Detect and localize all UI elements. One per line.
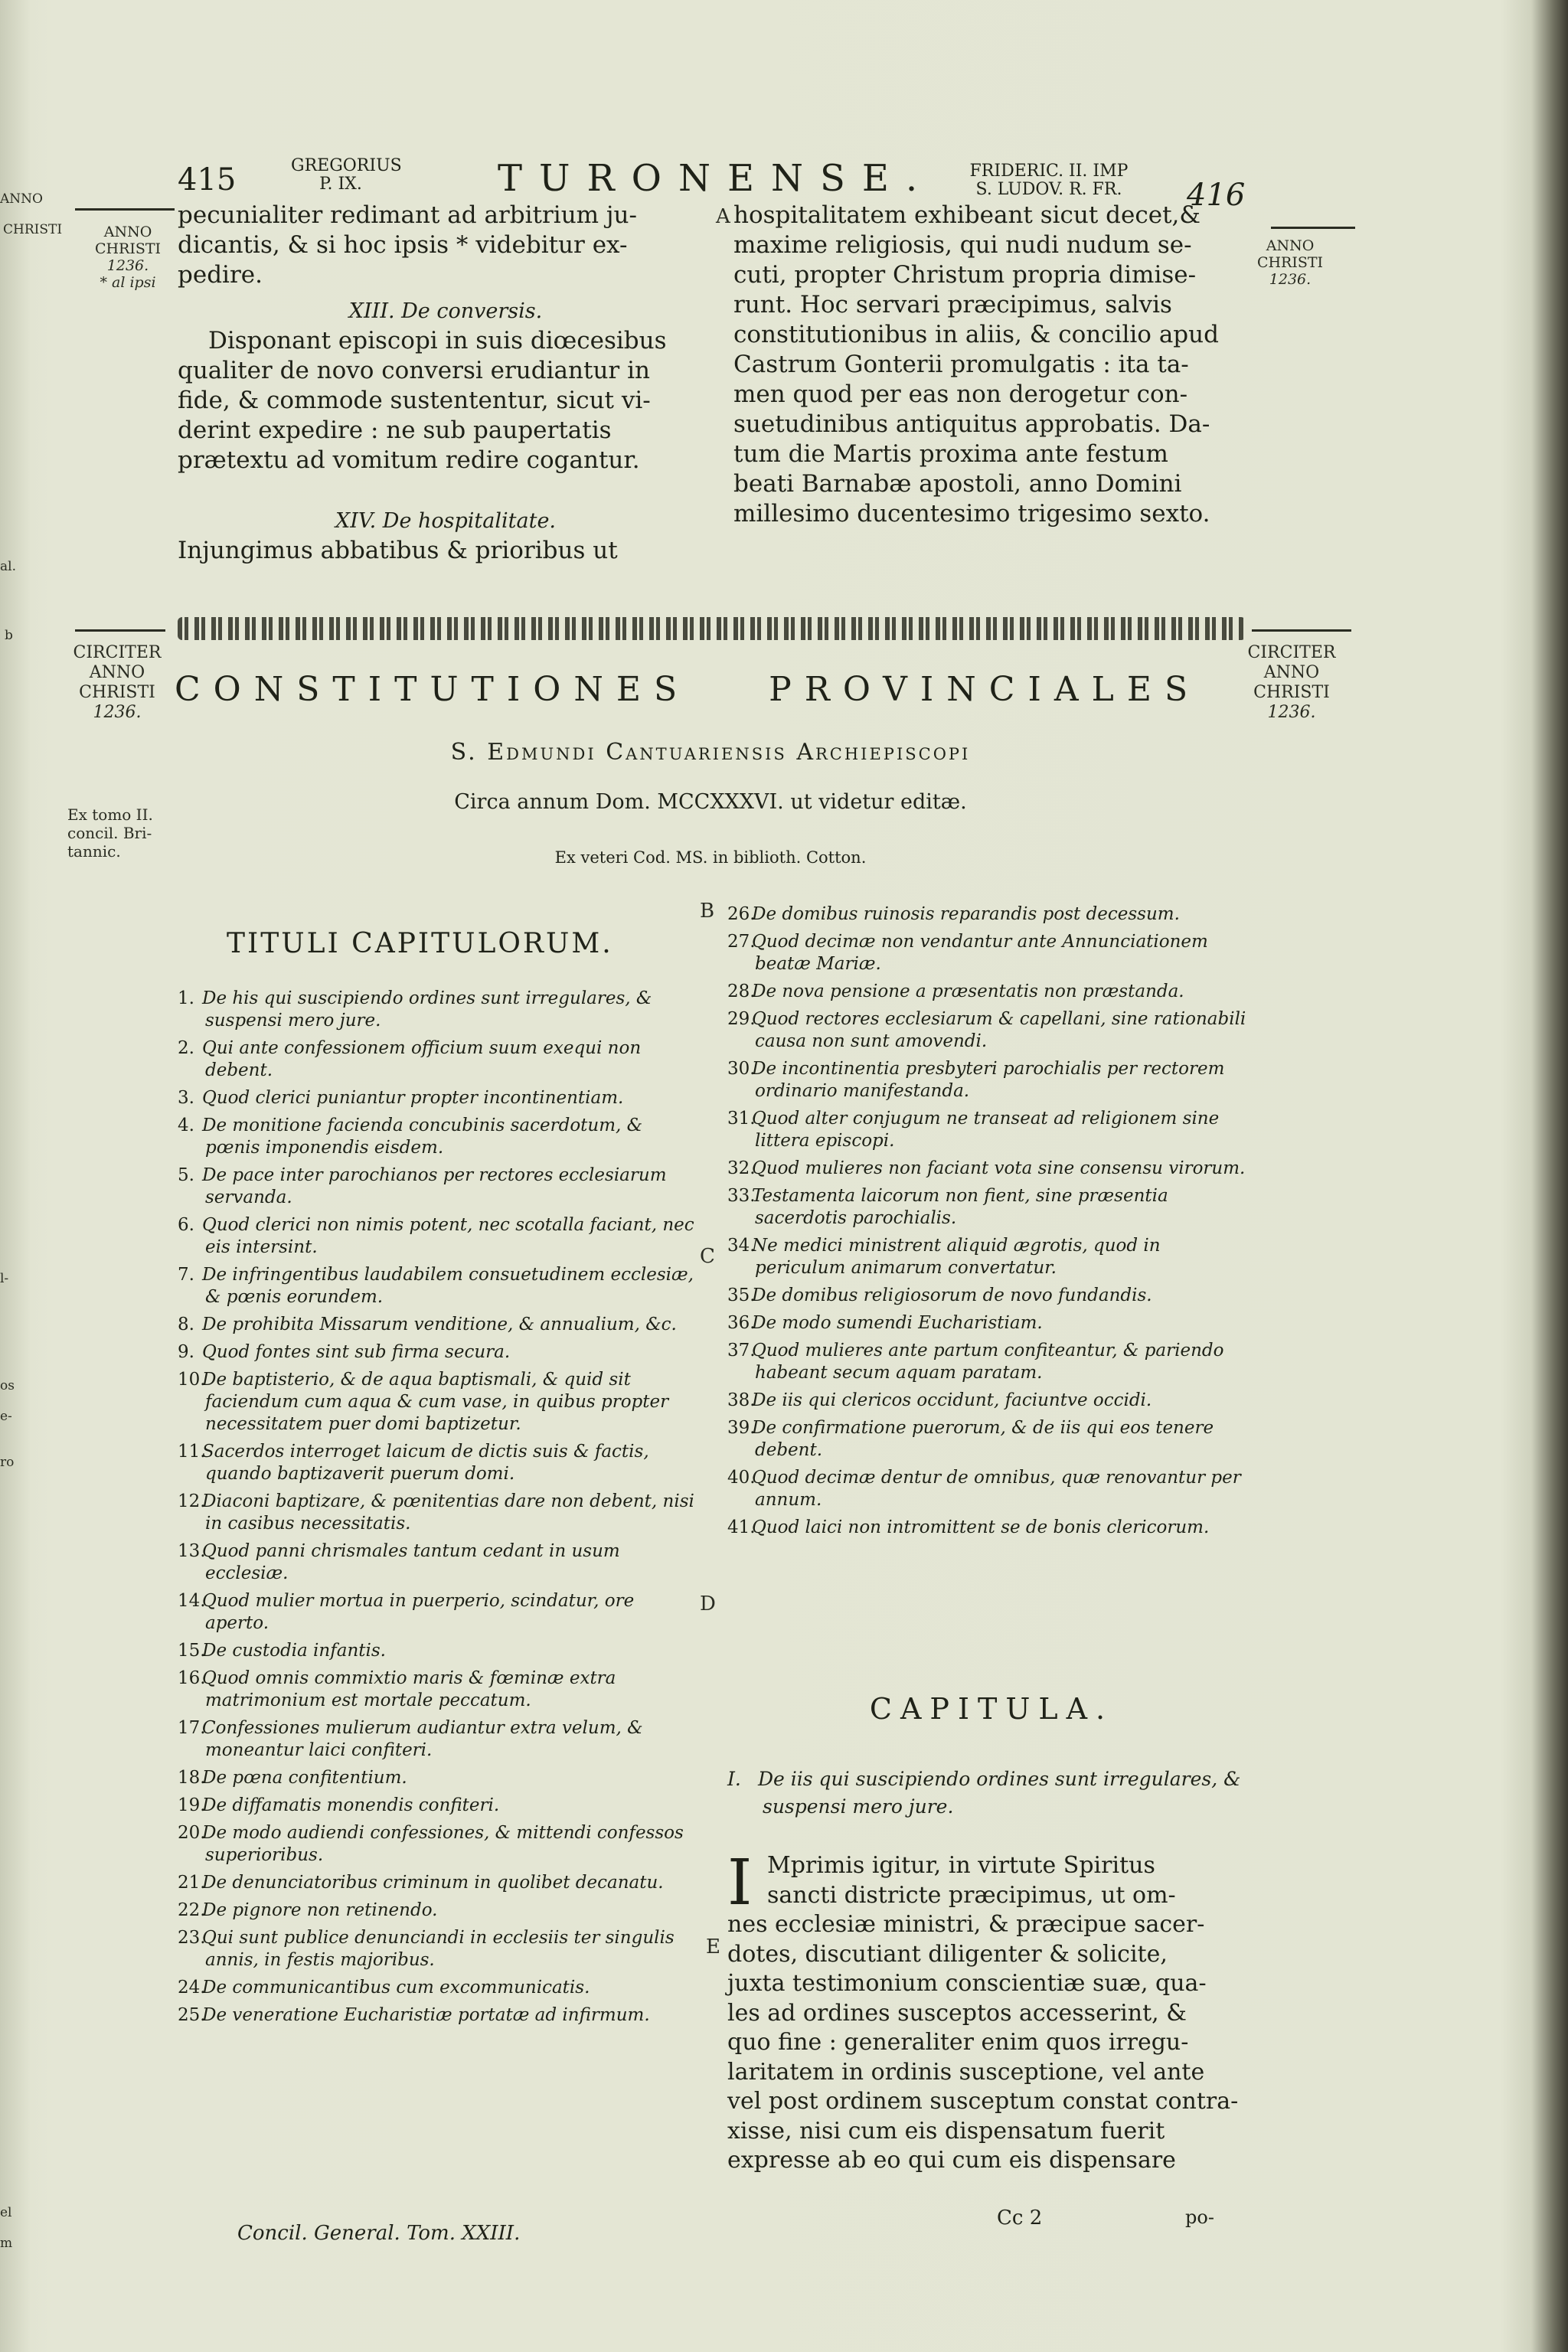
titulus-entry	[727, 1235, 1256, 1279]
section-letter-e: E	[706, 1936, 720, 1958]
titulus-number: 29.	[727, 1009, 756, 1029]
titulus-text: Quod rectores ecclesiarum & capellani, sine rationabili causa non sunt amovendi.	[752, 1009, 1246, 1051]
titulus-entry	[178, 1767, 698, 1789]
titulus-entry	[727, 1340, 1256, 1384]
titulus-number: 28.	[727, 982, 756, 1001]
titulus-text: De his qui suscipiendo ordines sunt irregulares, & suspensi mero jure.	[202, 988, 652, 1031]
text-line: qualiter de novo conversi erudiantur in	[178, 357, 650, 384]
chapter-1-body	[727, 1847, 1256, 2176]
text-line: derint expedire : ne sub paupertatis	[178, 416, 612, 444]
titulus-entry	[178, 1795, 698, 1817]
titulus-text: De pœna confitentium.	[202, 1768, 407, 1788]
titulus-text: De modo sumendi Eucharistiam.	[752, 1313, 1043, 1333]
margin-line: CIRCITER	[73, 643, 162, 662]
text-line: pecunialiter redimant ad arbitrium ju-	[178, 201, 637, 229]
text-line: constitutionibus in aliis, & concilio apud	[733, 321, 1219, 348]
titulus-entry	[178, 1214, 698, 1259]
titulus-number: 19.	[178, 1795, 206, 1815]
titulus-number: 8.	[178, 1315, 194, 1334]
margin-circa-left	[67, 643, 167, 723]
titulus-text: Quod decimæ non vendantur ante Annunciationem beatæ Mariæ.	[752, 932, 1208, 974]
titulus-entry	[178, 1341, 698, 1364]
margin-line: 1236.	[1267, 703, 1316, 722]
text-line: maxime religiosis, qui nudi nudum se-	[733, 231, 1192, 259]
titulus-entry	[727, 1467, 1256, 1511]
titulus-number: 23.	[178, 1928, 206, 1948]
text-line: Disponant episcopi in suis diœcesibus	[208, 327, 667, 354]
titulus-number: 35.	[727, 1285, 756, 1305]
titulus-text: De denunciatoribus criminum in quolibet decanatu.	[202, 1873, 664, 1893]
drop-cap: I	[727, 1847, 753, 1919]
titulus-entry	[727, 981, 1256, 1003]
titulus-number: 36.	[727, 1313, 756, 1333]
chapter-1-number: I.	[727, 1768, 741, 1790]
titulus-number: 9.	[178, 1342, 194, 1362]
text-line: juxta testimonium conscientiæ suæ, qua-	[727, 1970, 1207, 1997]
titulus-entry	[178, 1264, 698, 1308]
text-line: pedire.	[178, 261, 263, 289]
titulus-entry	[178, 1822, 698, 1867]
text-line: fide, & commode sustententur, sicut vi-	[178, 387, 651, 414]
titulus-number: 40.	[727, 1468, 756, 1488]
titulus-text: De diffamatis monendis confiteri.	[202, 1795, 500, 1815]
titulus-entry	[178, 1369, 698, 1436]
titulus-text: De nova pensione a præsentatis non præstanda.	[752, 982, 1184, 1001]
facing-page-edge: ANNO CHRISTI al. b l- os e- ro el m	[0, 191, 63, 2251]
titulus-text: Quod mulieres ante partum confiteantur, & pariendo habeant secum aquam paratam.	[752, 1341, 1224, 1383]
text-line: expresse ab eo qui cum eis dispensare	[727, 2147, 1176, 2174]
titulus-text: Quod omnis commixtio maris & fœminæ extra matrimonium est mortale peccatum.	[202, 1668, 616, 1710]
margin-line: 1236.	[1269, 271, 1312, 288]
text-line: les ad ordines susceptos accesserint, &	[727, 1999, 1187, 2027]
titulus-text: Quod clerici non nimis potent, nec scotalla faciant, nec eis intersint.	[202, 1215, 694, 1257]
chapter-1-heading	[727, 1766, 1283, 1821]
titulus-number: 13.	[178, 1541, 206, 1561]
text-line: dotes, discutiant diligenter & solicite,	[727, 1940, 1168, 1968]
titulus-entry	[727, 1390, 1256, 1412]
footer-signature-line: Concil. General. Tom. XXIII.	[237, 2222, 521, 2245]
margin-source-note	[67, 805, 190, 861]
running-head-left-line2: P. IX.	[319, 175, 362, 194]
titulus-number: 31.	[727, 1109, 756, 1129]
text-line: xisse, nisi cum eis dispensatum fuerit	[727, 2117, 1165, 2145]
text-line: Injungimus abbatibus & prioribus ut	[178, 537, 618, 564]
titulus-text: De domibus ruinosis reparandis post decessum.	[752, 904, 1180, 924]
titulus-text: Qui ante confessionem officium suum exequi non debent.	[202, 1038, 642, 1080]
ornament-rule-right	[1252, 629, 1351, 632]
margin-line: tannic.	[67, 842, 121, 861]
titulus-number: 15.	[178, 1641, 206, 1661]
footer-catchword: po-	[1185, 2207, 1214, 2228]
titulus-entry	[178, 1640, 698, 1662]
margin-circa-right	[1242, 643, 1341, 723]
text-line: cuti, propter Christum propria dimise-	[733, 261, 1197, 289]
titulus-entry	[178, 1540, 698, 1585]
margin-line: concil. Bri-	[67, 824, 152, 842]
margin-anno-left	[86, 224, 170, 291]
titulus-entry	[727, 1108, 1256, 1152]
text-line: Mprimis igitur, in virtute Spiritus	[767, 1852, 1155, 1879]
titulus-text: De prohibita Missarum venditione, & annualium, &c.	[202, 1315, 677, 1334]
text-line: hospitalitatem exhibeant sicut decet,&	[733, 201, 1200, 229]
titulus-text: Quod alter conjugum ne transeat ad religionem sine littera episcopi.	[752, 1109, 1220, 1151]
text-line: sancti districte præcipimus, ut om-	[767, 1881, 1176, 1909]
text-line: nes ecclesiæ ministri, & præcipue sacer-	[727, 1911, 1205, 1938]
titulus-entry	[727, 1285, 1256, 1307]
titulus-text: Testamenta laicorum non fient, sine præsentia sacerdotis parochialis.	[752, 1186, 1168, 1228]
titulus-number: 37.	[727, 1341, 756, 1361]
titulus-text: Quod decimæ dentur de omnibus, quæ renovantur per annum.	[752, 1468, 1241, 1510]
chapter-1-title: De iis qui suscipiendo ordines sunt irregulares, & suspensi mero jure.	[758, 1768, 1241, 1818]
text-line: beati Barnabæ apostoli, anno Domini	[733, 470, 1182, 498]
titulus-entry	[178, 988, 698, 1032]
margin-note-alt: * al ipsi	[100, 274, 156, 291]
text-line: suetudinibus antiquitus approbatis. Da-	[733, 410, 1210, 438]
titulus-entry	[727, 1417, 1256, 1462]
titulus-number: 20.	[178, 1823, 206, 1843]
titulus-entry	[178, 1977, 698, 1999]
titulus-number: 6.	[178, 1215, 194, 1235]
titulus-entry	[727, 1158, 1256, 1180]
titulus-number: 30.	[727, 1059, 756, 1079]
margin-line: CHRISTI	[94, 240, 162, 257]
titulus-number: 21.	[178, 1873, 206, 1893]
titulus-text: Quod clerici puniantur propter incontinentiam.	[202, 1088, 624, 1108]
text-line: vel post ordinem susceptum constat contra-	[727, 2088, 1239, 2115]
section-heading-xiv: XIV. De hospitalitate.	[335, 509, 557, 533]
ornament-rule-left	[75, 629, 165, 632]
page-number-left: 415	[178, 162, 237, 198]
running-head-left	[291, 156, 402, 194]
titulus-number: 24.	[178, 1978, 206, 1998]
titulus-text: De infringentibus laudabilem consuetudinem ecclesiæ, & pœnis eorundem.	[202, 1265, 694, 1307]
titulus-number: 41.	[727, 1517, 756, 1537]
text-line: dicantis, & si hoc ipsis * videbitur ex-	[178, 231, 628, 259]
titulus-text: Quod mulier mortua in puerperio, scindatur, ore aperto.	[202, 1591, 635, 1633]
titulus-entry	[727, 931, 1256, 975]
titulus-text: Quod panni chrismales tantum cedant in usum ecclesiæ.	[202, 1541, 620, 1583]
titulus-number: 14.	[178, 1591, 206, 1611]
titulus-entry	[178, 1927, 698, 1971]
running-title: TURONENSE.	[498, 157, 935, 200]
titulus-number: 33.	[727, 1186, 756, 1206]
margin-line: ANNO	[89, 663, 145, 682]
titulus-number: 10.	[178, 1370, 206, 1390]
margin-rule-right	[1271, 227, 1355, 229]
text-line: tum die Martis proxima ante festum	[733, 440, 1168, 468]
titulus-entry	[178, 1491, 698, 1535]
running-head-left-line1: GREGORIUS	[291, 156, 402, 175]
titulus-number: 12.	[178, 1491, 206, 1511]
titulus-text: De confirmatione puerorum, & de iis qui eos tenere debent.	[752, 1418, 1214, 1460]
titulus-number: 11.	[178, 1442, 206, 1462]
text-line: Castrum Gonterii promulgatis : ita ta-	[733, 351, 1189, 378]
text-line: men quod per eas non derogetur con-	[733, 381, 1188, 408]
titulus-number: 4.	[178, 1116, 194, 1135]
titulus-entry	[727, 1008, 1256, 1053]
margin-line: CHRISTI	[1253, 683, 1330, 702]
titulus-entry	[178, 1314, 698, 1336]
margin-line: 1236.	[106, 257, 149, 274]
titulus-text: Sacerdos interroget laicum de dictis suis & factis, quando baptizaverit puerum domi.	[202, 1442, 649, 1484]
titulus-entry	[727, 1312, 1256, 1334]
titulus-entry	[178, 1590, 698, 1635]
titulus-text: De custodia infantis.	[202, 1641, 386, 1661]
margin-line: CHRISTI	[79, 683, 155, 702]
date-line: Circa annum Dom. MCCXXXVI. ut videtur editæ.	[454, 790, 967, 814]
titulus-text: Quod mulieres non faciant vota sine consensu virorum.	[752, 1158, 1246, 1178]
text-line: prætextu ad vomitum redire cogantur.	[178, 446, 640, 474]
capitula-heading: CAPITULA.	[869, 1692, 1114, 1726]
titulus-number: 27.	[727, 932, 756, 952]
titulus-text: De modo audiendi confessiones, & mittendi confessos superioribus.	[202, 1823, 684, 1865]
titulus-entry	[727, 1517, 1256, 1539]
titulus-number: 5.	[178, 1165, 194, 1185]
margin-line: ANNO	[1266, 237, 1315, 254]
margin-rule-left	[75, 208, 175, 211]
footer-gathering-mark: Cc 2	[997, 2207, 1043, 2230]
ornamental-band	[178, 617, 1246, 640]
section-letter-b: B	[700, 900, 715, 923]
titulus-entry	[178, 1037, 698, 1082]
titulus-number: 38.	[727, 1390, 756, 1410]
titulus-text: De communicantibus cum excommunicatis.	[202, 1978, 590, 1998]
titulus-number: 2.	[178, 1038, 194, 1058]
titulus-entry	[727, 1185, 1256, 1230]
section-heading-xiii: XIII. De conversis.	[348, 299, 543, 323]
text-line: laritatem in ordinis susceptione, vel ante	[727, 2058, 1205, 2086]
titulus-entry	[178, 1900, 698, 1922]
titulus-entry	[727, 903, 1256, 926]
titulus-entry	[727, 1058, 1256, 1102]
titulus-entry	[178, 2004, 698, 2027]
titulus-number: 34.	[727, 1236, 756, 1256]
margin-line: ANNO	[1263, 663, 1320, 682]
titulus-entry	[178, 1717, 698, 1762]
titulus-number: 17.	[178, 1718, 206, 1738]
running-head-right-line2: S. LUDOV. R. FR.	[975, 180, 1122, 199]
titulus-number: 3.	[178, 1088, 194, 1108]
titulus-text: Quod fontes sint sub firma secura.	[202, 1342, 511, 1362]
margin-line: Ex tomo II.	[67, 805, 153, 824]
subtitle: S. Edmundi Cantuariensis Archiepiscopi	[450, 739, 971, 766]
page-number-right: 416	[1187, 178, 1246, 213]
titulus-number: 26.	[727, 904, 756, 924]
titulus-number: 18.	[178, 1768, 206, 1788]
titulus-number: 16.	[178, 1668, 206, 1688]
titulus-entry	[178, 1441, 698, 1485]
titulus-text: De iis qui clericos occidunt, faciuntve occidi.	[752, 1390, 1152, 1410]
margin-line: ANNO	[103, 224, 152, 240]
text-line: runt. Hoc servari præcipimus, salvis	[733, 291, 1172, 318]
titulus-number: 32.	[727, 1158, 756, 1178]
titulus-text: De monitione facienda concubinis sacerdotum, & pœnis imponendis eisdem.	[202, 1116, 643, 1158]
section-letter-a: A	[716, 205, 730, 228]
running-head-right-line1: FRIDERIC. II. IMP	[969, 162, 1129, 181]
tituli-heading: TITULI CAPITULORUM.	[227, 928, 613, 959]
titulus-entry	[178, 1087, 698, 1109]
titulus-number: 1.	[178, 988, 194, 1008]
titulus-text: Confessiones mulierum audiantur extra velum, & moneantur laici confiteri.	[202, 1718, 643, 1760]
titulus-entry	[178, 1872, 698, 1894]
tituli-list-left	[178, 988, 698, 2032]
margin-line: CHRISTI	[1256, 254, 1324, 271]
titulus-number: 25.	[178, 2005, 206, 2025]
titulus-text: De pignore non retinendo.	[202, 1900, 438, 1920]
margin-line: CIRCITER	[1247, 643, 1336, 662]
running-head-right	[949, 162, 1148, 199]
titulus-number: 39.	[727, 1418, 756, 1438]
titulus-number: 22.	[178, 1900, 206, 1920]
titulus-text: De baptisterio, & de aqua baptismali, & quid sit faciendum cum aqua & cum vase, in quibus propter necessitatem puer domi baptizetur.	[202, 1370, 669, 1434]
titulus-number: 7.	[178, 1265, 194, 1285]
titulus-text: Ne medici ministrent aliquid ægrotis, quod in periculum animarum convertatur.	[752, 1236, 1161, 1278]
tituli-list-right	[727, 903, 1256, 1544]
titulus-text: Diaconi baptizare, & pœnitentias dare non debent, nisi in casibus necessitatis.	[202, 1491, 694, 1534]
top-left-column	[178, 201, 714, 566]
section-letter-d: D	[700, 1592, 716, 1615]
top-right-column	[733, 201, 1269, 529]
section-letter-c: C	[700, 1245, 715, 1268]
titulus-text: Quod laici non intromittent se de bonis clericorum.	[752, 1517, 1210, 1537]
titulus-text: De pace inter parochianos per rectores ecclesiarum servanda.	[202, 1165, 667, 1207]
main-title: CONSTITUTIONES PROVINCIALES	[175, 670, 1201, 709]
titulus-text: De incontinentia presbyteri parochialis per rectorem ordinario manifestanda.	[752, 1059, 1225, 1101]
titulus-text: Qui sunt publice denunciandi in ecclesiis ter singulis annis, in festis majoribus.	[202, 1928, 675, 1970]
titulus-text: De domibus religiosorum de novo fundandis.	[752, 1285, 1152, 1305]
text-line: quo fine : generaliter enim quos irregu-	[727, 2029, 1189, 2056]
titulus-text: De veneratione Eucharistiæ portatæ ad infirmum.	[202, 2005, 650, 2025]
titulus-entry	[178, 1668, 698, 1712]
titulus-entry	[178, 1165, 698, 1209]
source-line: Ex veteri Cod. MS. in biblioth. Cotton.	[554, 848, 867, 867]
margin-line: 1236.	[93, 703, 142, 722]
titulus-entry	[178, 1115, 698, 1159]
text-line: millesimo ducentesimo trigesimo sexto.	[733, 500, 1210, 528]
